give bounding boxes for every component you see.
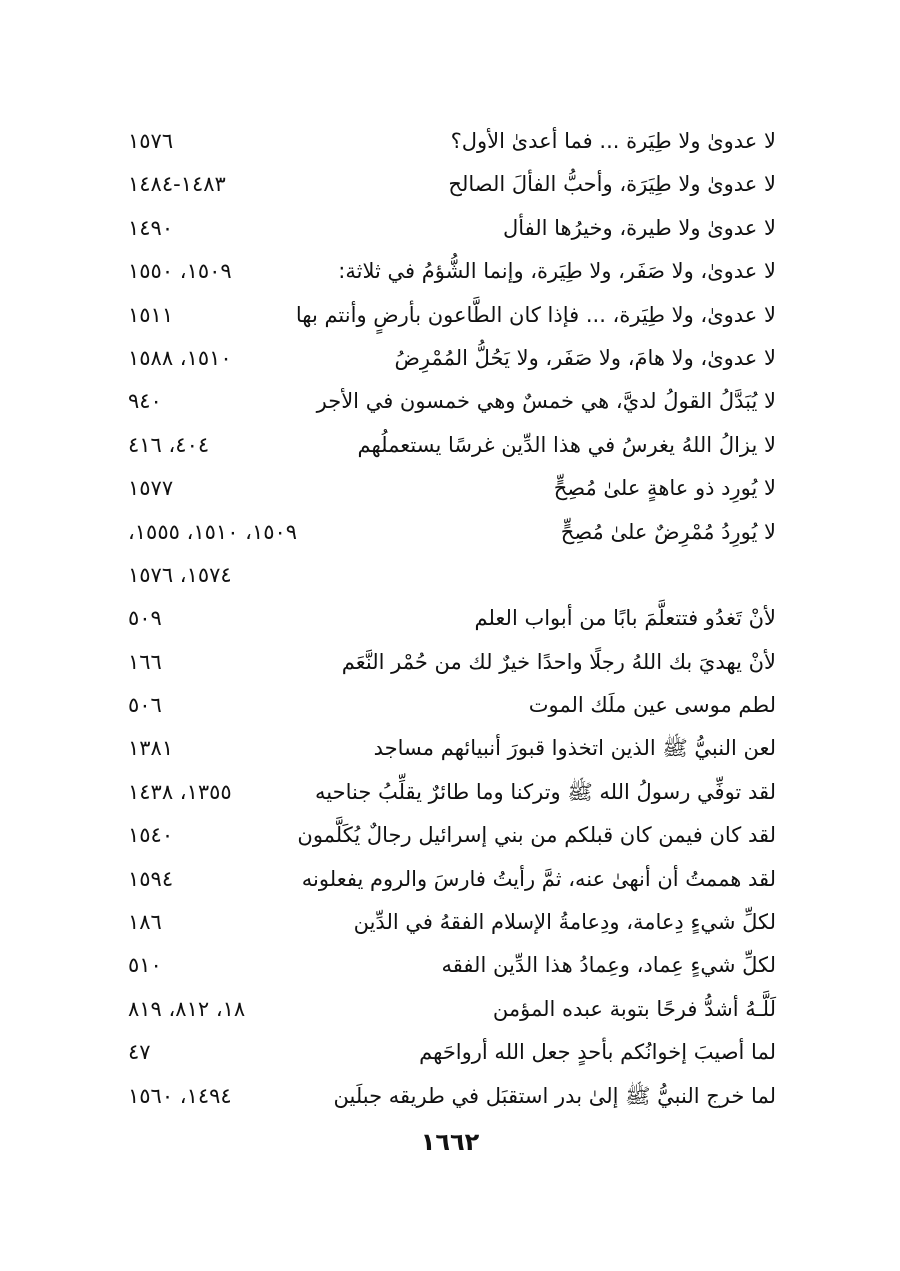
entry-page-refs: ١٥٩٤ xyxy=(128,866,174,891)
entry-page-refs: ١٥٧٧ xyxy=(128,476,174,501)
index-entry xyxy=(120,513,776,556)
index-entry xyxy=(120,469,776,512)
entry-page-refs: ١٨، ٨١٢، ٨١٩ xyxy=(128,996,246,1021)
entry-text: لا عدوىٰ، ولا صَفَر، ولا طِيَرة، وإنما الشُّؤمُ في ثلاثة: xyxy=(338,259,776,284)
entry-page-refs: ١٥٠٩، ١٥١٠، ١٥٥٥، xyxy=(128,519,298,544)
index-entry xyxy=(120,990,776,1033)
entry-page-refs: ١٤٩٠ xyxy=(128,215,174,240)
index-entry xyxy=(120,1077,776,1120)
entry-page-refs: ٤٧ xyxy=(128,1040,151,1065)
entry-text: لكلِّ شيءٍ عِماد، وعِمادُ هذا الدِّين الفقه xyxy=(441,953,776,978)
entry-page-refs: ١٤٩٤، ١٥٦٠ xyxy=(128,1083,232,1108)
index-entry xyxy=(120,426,776,469)
entry-page-refs: ١٤٨٣-١٤٨٤ xyxy=(128,172,226,197)
index-entry xyxy=(120,122,776,165)
index-entry xyxy=(120,643,776,686)
entry-page-refs: ٤٠٤، ٤١٦ xyxy=(128,432,210,457)
index-entry xyxy=(120,903,776,946)
entry-page-refs: ١٣٨١ xyxy=(128,736,174,761)
index-entry xyxy=(120,339,776,382)
page-number: ١٦٦٢ xyxy=(420,1128,480,1156)
entry-page-refs: ١٥٧٦ xyxy=(128,129,174,153)
entry-page-refs: ١٨٦ xyxy=(128,910,162,935)
entry-text: لا عدوىٰ ولا طِيَرَة، وأحبُّ الفألَ الصالح xyxy=(448,172,776,197)
index-entry xyxy=(120,686,776,729)
entry-text: لقد هممتُ أن أنهىٰ عنه، ثمَّ رأيتُ فارسَ والروم يفعلونه xyxy=(301,866,776,891)
entry-text: لا عدوىٰ ولا طِيَرة ... فما أعدىٰ الأول؟ xyxy=(450,129,776,153)
entry-page-refs: ٥٠٦ xyxy=(128,693,162,718)
index-entry xyxy=(120,209,776,252)
index-entry xyxy=(120,729,776,772)
entry-text: لا عدوىٰ ولا طيرة، وخيرُها الفأل xyxy=(502,215,776,240)
index-entry xyxy=(120,860,776,903)
index-entry xyxy=(120,382,776,425)
index-entry xyxy=(120,946,776,989)
entry-text: لقد توفِّي رسولُ الله ﷺ وتركنا وما طائرٌ يقلِّبُ جناحيه xyxy=(315,779,776,804)
index-entry-continuation xyxy=(120,556,776,599)
entry-page-refs: ١٥٤٠ xyxy=(128,823,174,848)
entry-text: لقد كان فيمن كان قبلكم من بني إسرائيل رجالٌ يُكَلَّمون xyxy=(297,823,776,848)
entry-page-refs: ١٥٠٩، ١٥٥٠ xyxy=(128,259,232,284)
index-entry xyxy=(120,165,776,208)
entry-page-refs: ٥٠٩ xyxy=(128,606,162,631)
entry-text: لأنْ يهديَ بك اللهُ رجلًا واحدًا خيرٌ لك من حُمْر النَّعَم xyxy=(341,649,776,674)
entry-page-refs: ١٥١٠، ١٥٨٨ xyxy=(128,345,232,370)
entry-text: لعن النبيُّ ﷺ الذين اتخذوا قبورَ أنبيائهم مساجد xyxy=(373,736,776,761)
entry-text: لَلَّـهُ أشدُّ فرحًا بتوبة عبده المؤمن xyxy=(492,996,776,1021)
entry-page-refs: ١٥١١ xyxy=(128,302,174,327)
entry-text: لأنْ تَغدُو فتتعلَّمَ بابًا من أبواب العلم xyxy=(474,606,776,631)
index-entry xyxy=(120,773,776,816)
entry-text: لا عدوىٰ، ولا طِيَرة، ... فإذا كان الطَّاعون بأرضٍ وأنتم بها xyxy=(295,302,776,327)
entry-text: لكلِّ شيءٍ دِعامة، ودِعامةُ الإسلام الفقهُ في الدِّين xyxy=(353,910,776,935)
entry-text: لا عدوىٰ، ولا هامَ، ولا صَفَر، ولا يَحُلُّ المُمْرِضُ xyxy=(394,345,776,370)
entry-text: لا يزالُ اللهُ يغرسُ في هذا الدِّين غرسًا يستعملُهم xyxy=(357,432,776,457)
entry-page-refs: ١٥٧٤، ١٥٧٦ xyxy=(128,562,232,587)
entry-page-refs: ١٦٦ xyxy=(128,649,162,674)
entry-text: لا يُبَدَّلُ القولُ لديَّ، هي خمسٌ وهي خمسون في الأجر xyxy=(316,389,776,414)
index-entry xyxy=(120,1033,776,1076)
entry-text: لطم موسى عين ملَك الموت xyxy=(528,693,776,718)
index-entry xyxy=(120,252,776,295)
entry-text: لما خرج النبيُّ ﷺ إلىٰ بدر استقبَل في طريقه جبلَين xyxy=(333,1083,776,1108)
entry-page-refs: ٩٤٠ xyxy=(128,389,162,414)
entry-text: لا يُورِدُ مُمْرِضٌ علىٰ مُصِحٍّ xyxy=(560,519,776,544)
entry-text: لما أصيبَ إخوانُكم بأحدٍ جعل الله أرواحَهم xyxy=(419,1040,776,1065)
entry-page-refs: ١٣٥٥، ١٤٣٨ xyxy=(128,779,232,804)
index-entry xyxy=(120,296,776,339)
entry-text: لا يُورِد ذو عاهةٍ علىٰ مُصِحٍّ xyxy=(553,476,776,501)
entry-page-refs: ٥١٠ xyxy=(128,953,162,978)
hadith-index-list xyxy=(120,122,776,1120)
index-entry xyxy=(120,599,776,642)
index-entry xyxy=(120,816,776,859)
